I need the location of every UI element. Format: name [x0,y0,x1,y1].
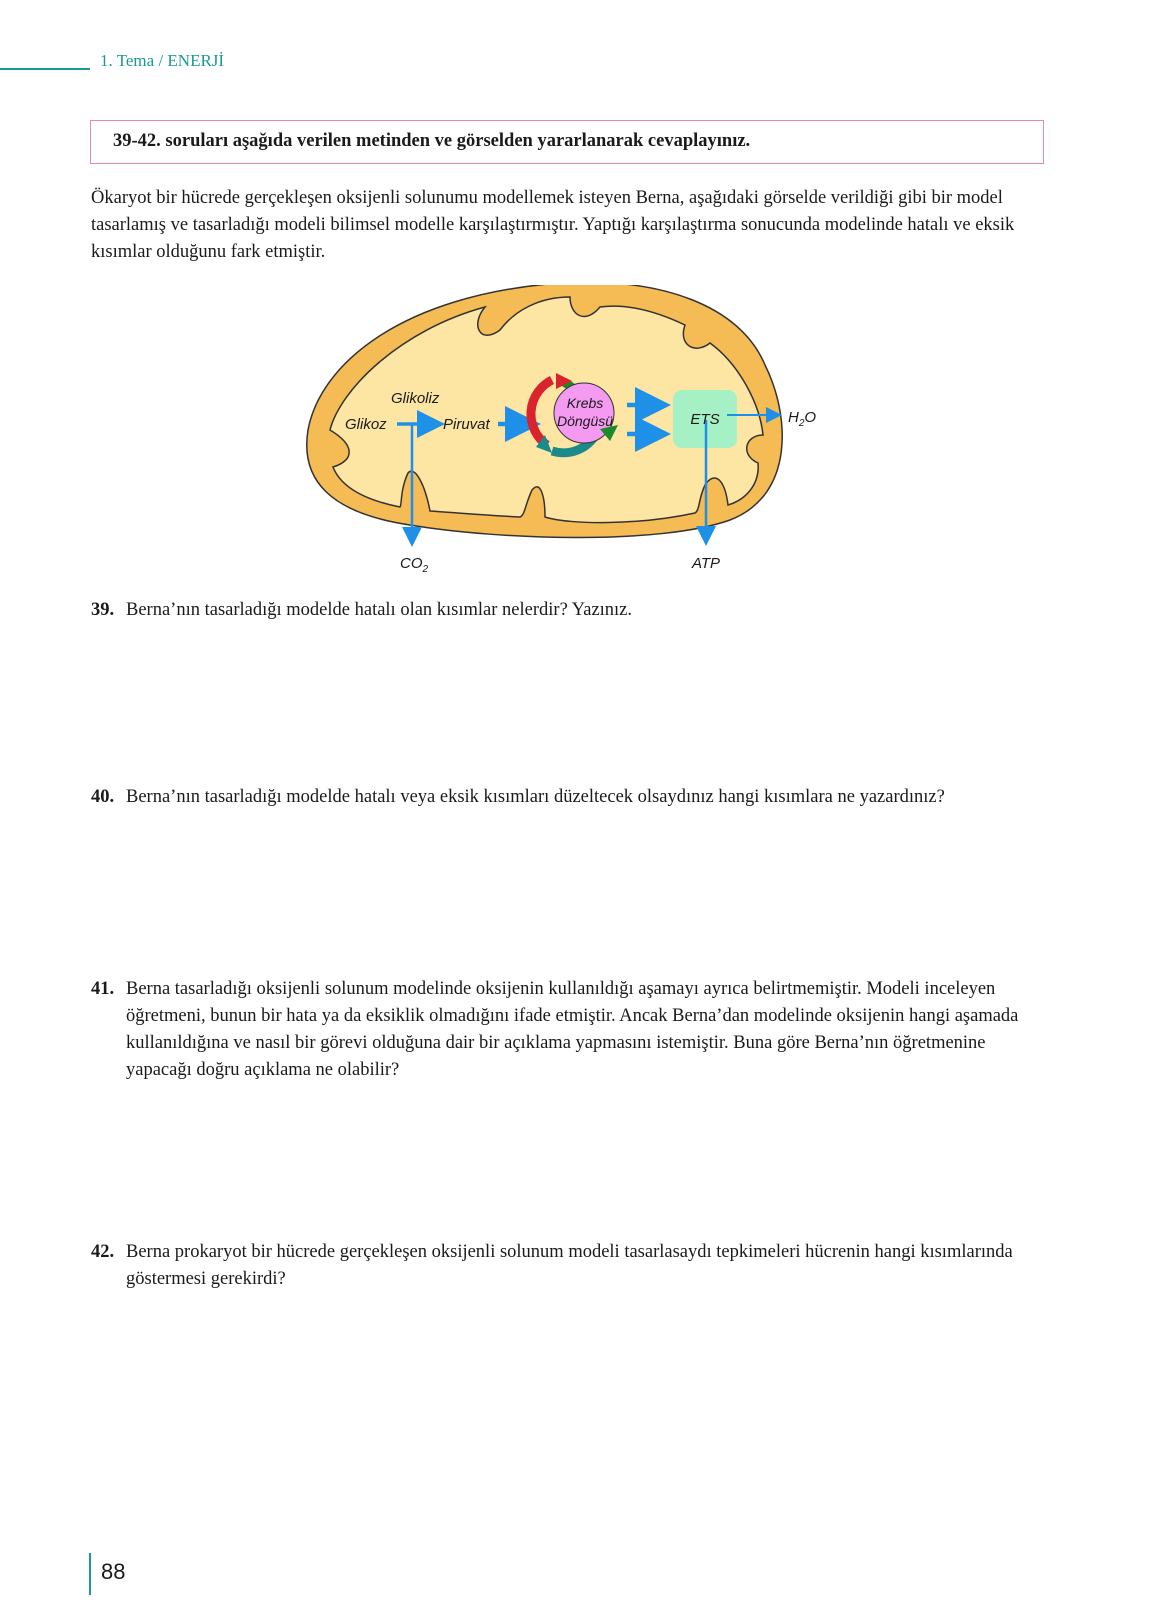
header-title: 1. Tema / ENERJİ [100,51,225,70]
question-number: 40. [91,787,115,807]
label-atp: ATP [692,555,721,572]
intro-paragraph: Ökaryot bir hücrede gerçekleşen oksijenli solunumu modellemek isteyen Berna, aşağıdaki görselde verildiği gibi bir model tasarlamış ve tasarladığı modeli bilimsel modelle karşılaştırmıştır. Yaptığı karşılaştırma sonucunda modelinde hatalı ve eksik kısımlar olduğunu fark etmiştir. [91,188,1015,262]
label-glikoliz: Glikoliz [391,390,440,407]
question-text: Berna tasarladığı oksijenli solunum modelinde oksijenin kullanıldığı aşamayı ayrıca belirtmemiştir. Modeli inceleyen öğretmeni, bunun bir hata ya da eksiklik olmadığını ifade etmiştir. Ancak Berna’dan modelinde oksijenin hangi aşamada kullanıldığına ve nasıl bir görevi olduğuna dair bir açıklama yapmasını istemiştir. Buna göre Berna’nın öğretmenine yapacağı doğru açıklama ne olabilir? [126,979,1019,1080]
question-40 [91,784,1051,811]
question-number: 39. [91,600,115,620]
question-41 [91,976,1051,1084]
label-dongusu: Döngüsü [556,413,614,429]
question-number: 41. [91,979,115,999]
label-ets: ETS [690,411,720,428]
page-number-bar [89,1553,91,1595]
question-text: Berna’nın tasarladığı modelde hatalı olan kısımlar nelerdir? Yazınız. [126,600,633,620]
question-number: 42. [91,1242,115,1262]
instruction-box: 39-42. soruları aşağıda verilen metinden ve görselden yararlanarak cevaplayınız. [90,120,1044,164]
question-39 [91,597,1051,624]
label-glikoz: Glikoz [345,416,387,433]
label-h2o: $H_2O$ [788,409,817,429]
label-piruvat: Piruvat [443,416,490,433]
label-krebs: Krebs [566,395,604,411]
page-number: 88 [101,1559,126,1584]
label-co2: $CO_2$ [400,555,429,575]
question-42 [91,1239,1051,1293]
question-text: Berna’nın tasarladığı modelde hatalı veya eksik kısımları düzeltecek olsaydınız hangi kısımlara ne yazardınız? [126,787,945,807]
mitochondria-diagram [300,285,860,605]
question-text: Berna prokaryot bir hücrede gerçekleşen oksijenli solunum modeli tasarlasaydı tepkimeleri hücrenin hangi kısımlarında göstermesi gerekirdi? [126,1242,1013,1289]
header-rule [0,68,90,70]
